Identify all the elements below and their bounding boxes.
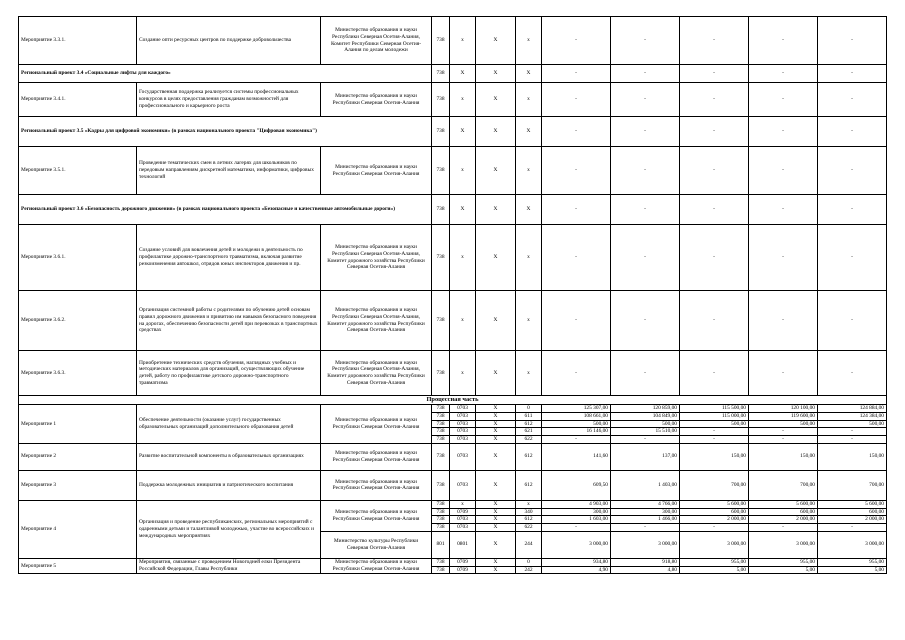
expense-type-cell: х — [516, 17, 542, 65]
activity-description-cell: Создание опти ресурсных центров по поддержке добровольчества — [137, 17, 321, 65]
amount-year-3-cell: 5,00 — [680, 566, 749, 574]
section-code-cell: 0703 — [450, 420, 476, 428]
amount-year-4-cell: - — [749, 147, 818, 195]
amount-year-5-cell: 700,00 — [818, 470, 887, 500]
target-article-cell: Х — [476, 117, 516, 147]
activity-description-cell: Проведение тематических смен в летних лагерях для школьников по передовым направлениям дискретной математики, информатики, цифровых технологий — [137, 147, 321, 195]
grbs-cell: 801 — [432, 531, 450, 558]
amount-year-2-cell: 4 766,00 — [611, 500, 680, 508]
project-title-cell: Региональный проект 3.4 «Социальные лифты для каждого» — [19, 65, 432, 83]
target-article-cell: Х — [476, 531, 516, 558]
section-code-cell: Х — [450, 65, 476, 83]
section-code-cell: х — [450, 351, 476, 396]
expense-type-cell: 621 — [516, 428, 542, 436]
expense-type-cell: 612 — [516, 470, 542, 500]
amount-year-3-cell: - — [680, 225, 749, 291]
expense-type-cell: 242 — [516, 566, 542, 574]
activity-description-cell: Создание условий для вовлечения детей и молодежи в деятельность по профилактике дорожно-транспортного травматизма, включая развитие резкоизменения автошкол, отрядов юных инспекторов движения и пр. — [137, 225, 321, 291]
amount-year-1-cell: 4 903,00 — [542, 500, 611, 508]
amount-year-1-cell: 500,00 — [542, 420, 611, 428]
table-row — [19, 443, 887, 470]
activity-description-cell: Мероприятия, связанные с проведением Новогодней елки Президента Российской Федерации, Главы Республики — [137, 558, 321, 574]
project-title-cell: Региональный проект 3.5 «Кадры для цифровой экономики» (в рамках национального проекта "Цифровая экономика") — [19, 117, 432, 147]
target-article-cell: Х — [476, 470, 516, 500]
section-code-cell: 0703 — [450, 470, 476, 500]
grbs-cell: 738 — [432, 83, 450, 117]
amount-year-2-cell: 918,80 — [611, 558, 680, 566]
amount-year-5-cell: 5,00 — [818, 566, 887, 574]
expense-type-cell: Х — [516, 117, 542, 147]
amount-year-2-cell: - — [611, 147, 680, 195]
amount-year-3-cell: 115 500,00 — [680, 405, 749, 413]
amount-year-3-cell: - — [680, 147, 749, 195]
amount-year-1-cell: 3 000,00 — [542, 531, 611, 558]
target-article-cell: Х — [476, 566, 516, 574]
section-row — [19, 396, 887, 405]
table-row — [19, 405, 887, 413]
expense-type-cell: х — [516, 225, 542, 291]
section-code-cell: 0703 — [450, 436, 476, 444]
amount-year-3-cell: 500,00 — [680, 420, 749, 428]
amount-year-1-cell: 141,60 — [542, 443, 611, 470]
amount-year-3-cell: - — [680, 117, 749, 147]
target-article-cell: Х — [476, 195, 516, 225]
project-row — [19, 117, 887, 147]
amount-year-5-cell: - — [818, 147, 887, 195]
amount-year-5-cell: 500,00 — [818, 420, 887, 428]
amount-year-4-cell: 955,00 — [749, 558, 818, 566]
amount-year-1-cell: 16 146,00 — [542, 428, 611, 436]
grbs-cell: 738 — [432, 524, 450, 532]
amount-year-2-cell: 1 466,00 — [611, 516, 680, 524]
amount-year-5-cell: 124 384,00 — [818, 412, 887, 420]
target-article-cell: Х — [476, 405, 516, 413]
section-code-cell: 0801 — [450, 531, 476, 558]
expense-type-cell: 340 — [516, 508, 542, 516]
amount-year-2-cell: - — [611, 117, 680, 147]
executor-cell: Министерство образования и науки Республики Северная Осетия-Алания — [321, 470, 432, 500]
grbs-cell: 738 — [432, 443, 450, 470]
amount-year-5-cell: 150,00 — [818, 443, 887, 470]
amount-year-1-cell: - — [542, 436, 611, 444]
amount-year-5-cell: 124 884,00 — [818, 405, 887, 413]
table-row — [19, 351, 887, 396]
executor-cell: Министерство образования и науки Республики Северная Осетия-Алания, Комитет Республики Северная Осетия-Алания по делам молодежи — [321, 17, 432, 65]
target-article-cell: Х — [476, 83, 516, 117]
amount-year-1-cell: 934,80 — [542, 558, 611, 566]
activity-name-cell: Мероприятие 3.6.3. — [19, 351, 137, 396]
amount-year-1-cell: - — [542, 83, 611, 117]
amount-year-4-cell: - — [749, 291, 818, 351]
target-article-cell: Х — [476, 351, 516, 396]
executor-cell: Министерство образования и науки Республики Северная Осетия-Алания — [321, 147, 432, 195]
activity-description-cell: Приобретение технических средств обучения, наглядных учебных и методических материалов для организаций, осуществляющих обучение детей, работу по профилактике детского дорожно-транспортного травматизма — [137, 351, 321, 396]
expense-type-cell: х — [516, 500, 542, 508]
table-row — [19, 470, 887, 500]
project-title-cell: Региональный проект 3.6 «Безопасность дорожного движения» (в рамках национального проекта «Безопасные и качественные автомобильные дороги») — [19, 195, 432, 225]
activity-name-cell: Мероприятие 2 — [19, 443, 137, 470]
grbs-cell: 738 — [432, 351, 450, 396]
activity-name-cell: Мероприятие 3.6.1. — [19, 225, 137, 291]
section-code-cell: 0703 — [450, 524, 476, 532]
amount-year-4-cell: - — [749, 65, 818, 83]
activity-description-cell: Поддержка молодежных инициатив и патриотического воспитания — [137, 470, 321, 500]
grbs-cell: 738 — [432, 17, 450, 65]
amount-year-1-cell: 609,50 — [542, 470, 611, 500]
amount-year-3-cell: - — [680, 428, 749, 436]
amount-year-3-cell: 150,00 — [680, 443, 749, 470]
amount-year-2-cell: - — [611, 291, 680, 351]
target-article-cell: Х — [476, 558, 516, 566]
expense-type-cell: х — [516, 147, 542, 195]
activity-name-cell: Мероприятие 3.4.1. — [19, 83, 137, 117]
grbs-cell: 738 — [432, 428, 450, 436]
amount-year-4-cell: - — [749, 195, 818, 225]
amount-year-4-cell: 5 600,00 — [749, 500, 818, 508]
grbs-cell: 738 — [432, 147, 450, 195]
amount-year-2-cell: 15 510,00 — [611, 428, 680, 436]
activity-description-cell: Организация системной работы с родителями по обучению детей основам правил дорожного движения и привитию им навыков безопасного поведения на дорогах, обеспечению безопасности детей при перевозках в транспортных средствах — [137, 291, 321, 351]
amount-year-1-cell: 108 661,00 — [542, 412, 611, 420]
grbs-cell: 738 — [432, 558, 450, 566]
expense-type-cell: х — [516, 83, 542, 117]
amount-year-2-cell: - — [611, 195, 680, 225]
activity-description-cell: Государственная поддержка реализуется системы профессиональных конкурсов в целях предоставления гражданам возможностей для профессионального и карьерного роста — [137, 83, 321, 117]
expense-type-cell: х — [516, 291, 542, 351]
amount-year-5-cell: 5 600,00 — [818, 500, 887, 508]
amount-year-3-cell: 600,00 — [680, 508, 749, 516]
amount-year-1-cell: - — [542, 291, 611, 351]
target-article-cell: Х — [476, 428, 516, 436]
section-code-cell: 0703 — [450, 412, 476, 420]
amount-year-3-cell: - — [680, 17, 749, 65]
table-row — [19, 500, 887, 508]
amount-year-4-cell: - — [749, 351, 818, 396]
amount-year-5-cell: - — [818, 65, 887, 83]
table-row — [19, 17, 887, 65]
amount-year-3-cell: - — [680, 83, 749, 117]
grbs-cell: 738 — [432, 436, 450, 444]
expense-type-cell: 0 — [516, 405, 542, 413]
expense-type-cell: Х — [516, 195, 542, 225]
amount-year-5-cell: - — [818, 428, 887, 436]
section-code-cell: 0709 — [450, 558, 476, 566]
target-article-cell: Х — [476, 508, 516, 516]
activity-description-cell: Организация и проведение республиканских, региональных мероприятий с одаренными детьми и талантливой молодежью, участие во всероссийских и международных мероприятиях — [137, 500, 321, 558]
amount-year-1-cell: - — [542, 65, 611, 83]
grbs-cell: 738 — [432, 516, 450, 524]
target-article-cell: Х — [476, 291, 516, 351]
grbs-cell: 738 — [432, 412, 450, 420]
grbs-cell: 738 — [432, 500, 450, 508]
grbs-cell: 738 — [432, 225, 450, 291]
amount-year-3-cell: - — [680, 195, 749, 225]
amount-year-2-cell: - — [611, 351, 680, 396]
amount-year-2-cell: 4,80 — [611, 566, 680, 574]
expense-type-cell: 0 — [516, 558, 542, 566]
amount-year-2-cell: - — [611, 524, 680, 532]
amount-year-2-cell: 3 000,00 — [611, 531, 680, 558]
activity-name-cell: Мероприятие 4 — [19, 500, 137, 558]
amount-year-1-cell: - — [542, 351, 611, 396]
grbs-cell: 738 — [432, 65, 450, 83]
amount-year-4-cell: 2 000,00 — [749, 516, 818, 524]
amount-year-4-cell: - — [749, 524, 818, 532]
expense-type-cell: 622 — [516, 524, 542, 532]
expense-type-cell: 611 — [516, 412, 542, 420]
activity-name-cell: Мероприятие 3.3.1. — [19, 17, 137, 65]
target-article-cell: Х — [476, 420, 516, 428]
target-article-cell: Х — [476, 147, 516, 195]
amount-year-4-cell: - — [749, 17, 818, 65]
amount-year-1-cell: 1 603,00 — [542, 516, 611, 524]
grbs-cell: 738 — [432, 508, 450, 516]
grbs-cell: 738 — [432, 195, 450, 225]
executor-cell: Министерство образования и науки Республики Северная Осетия-Алания — [321, 83, 432, 117]
amount-year-2-cell: - — [611, 65, 680, 83]
expense-type-cell: 612 — [516, 420, 542, 428]
amount-year-2-cell: - — [611, 17, 680, 65]
section-code-cell: 0709 — [450, 566, 476, 574]
amount-year-1-cell: - — [542, 225, 611, 291]
amount-year-4-cell: 119 600,00 — [749, 412, 818, 420]
amount-year-1-cell: - — [542, 147, 611, 195]
activity-name-cell: Мероприятие 3.6.2. — [19, 291, 137, 351]
amount-year-5-cell: - — [818, 225, 887, 291]
executor-cell: Министерство образования и науки Республики Северная Осетия-Алания — [321, 405, 432, 444]
activity-name-cell: Мероприятие 3 — [19, 470, 137, 500]
amount-year-3-cell: 700,00 — [680, 470, 749, 500]
activity-description-cell: Обеспечение деятельности (оказание услуг) государственных образовательных организаций дополнительного образования детей — [137, 405, 321, 444]
amount-year-1-cell: - — [542, 524, 611, 532]
target-article-cell: Х — [476, 516, 516, 524]
grbs-cell: 738 — [432, 470, 450, 500]
amount-year-2-cell: 120 859,00 — [611, 405, 680, 413]
table-row — [19, 147, 887, 195]
amount-year-5-cell: - — [818, 436, 887, 444]
amount-year-4-cell: 500,00 — [749, 420, 818, 428]
amount-year-5-cell: 600,00 — [818, 508, 887, 516]
amount-year-4-cell: 3 000,00 — [749, 531, 818, 558]
section-title-cell: Процессная часть — [19, 396, 887, 405]
project-row — [19, 195, 887, 225]
amount-year-2-cell: 104 849,00 — [611, 412, 680, 420]
activity-name-cell: Мероприятие 1 — [19, 405, 137, 444]
amount-year-3-cell: - — [680, 65, 749, 83]
amount-year-4-cell: - — [749, 436, 818, 444]
amount-year-4-cell: - — [749, 428, 818, 436]
section-code-cell: 0703 — [450, 443, 476, 470]
table-row — [19, 291, 887, 351]
amount-year-4-cell: 150,00 — [749, 443, 818, 470]
section-code-cell: 0703 — [450, 405, 476, 413]
executor-cell: Министерство образования и науки Республики Северная Осетия-Алания — [321, 443, 432, 470]
amount-year-1-cell: - — [542, 117, 611, 147]
amount-year-5-cell: 955,00 — [818, 558, 887, 566]
executor-cell: Министерство образования и науки Республики Северная Осетия-Алания, Комитет дорожного хозяйства Республики Северная Осетия-Алания — [321, 291, 432, 351]
amount-year-5-cell: 3 000,00 — [818, 531, 887, 558]
target-article-cell: Х — [476, 65, 516, 83]
amount-year-2-cell: - — [611, 83, 680, 117]
amount-year-5-cell: - — [818, 83, 887, 117]
amount-year-4-cell: - — [749, 225, 818, 291]
section-code-cell: х — [450, 225, 476, 291]
amount-year-2-cell: - — [611, 225, 680, 291]
table-row — [19, 558, 887, 566]
amount-year-5-cell: 2 000,00 — [818, 516, 887, 524]
amount-year-5-cell: - — [818, 195, 887, 225]
target-article-cell: Х — [476, 17, 516, 65]
amount-year-5-cell: - — [818, 291, 887, 351]
amount-year-2-cell: 1 403,00 — [611, 470, 680, 500]
activity-description-cell: Развитие воспитательной компоненты в образовательных организациях — [137, 443, 321, 470]
grbs-cell: 738 — [432, 117, 450, 147]
amount-year-5-cell: - — [818, 117, 887, 147]
project-row — [19, 65, 887, 83]
executor-cell: Министерство образования и науки Республики Северная Осетия-Алания — [321, 558, 432, 574]
amount-year-3-cell: 2 000,00 — [680, 516, 749, 524]
target-article-cell: Х — [476, 436, 516, 444]
section-code-cell: 0703 — [450, 516, 476, 524]
target-article-cell: Х — [476, 443, 516, 470]
table-body — [19, 17, 887, 574]
section-code-cell: Х — [450, 195, 476, 225]
grbs-cell: 738 — [432, 291, 450, 351]
amount-year-5-cell: - — [818, 351, 887, 396]
section-code-cell: х — [450, 500, 476, 508]
amount-year-3-cell: 115 000,00 — [680, 412, 749, 420]
expense-type-cell: Х — [516, 65, 542, 83]
table-row — [19, 83, 887, 117]
amount-year-3-cell: - — [680, 351, 749, 396]
expense-type-cell: 612 — [516, 516, 542, 524]
target-article-cell: Х — [476, 225, 516, 291]
executor-cell: Министерство образования и науки Республики Северная Осетия-Алания, Комитет дорожного хозяйства Республики Северная Осетия-Алания — [321, 225, 432, 291]
section-code-cell: х — [450, 83, 476, 117]
budget-table — [18, 16, 887, 574]
amount-year-4-cell: 120 100,00 — [749, 405, 818, 413]
amount-year-4-cell: - — [749, 83, 818, 117]
section-code-cell: 0709 — [450, 508, 476, 516]
amount-year-5-cell: - — [818, 524, 887, 532]
amount-year-4-cell: 700,00 — [749, 470, 818, 500]
activity-name-cell: Мероприятие 5 — [19, 558, 137, 574]
table-row — [19, 225, 887, 291]
amount-year-4-cell: 600,00 — [749, 508, 818, 516]
target-article-cell: Х — [476, 412, 516, 420]
amount-year-2-cell: 300,00 — [611, 508, 680, 516]
section-code-cell: х — [450, 17, 476, 65]
section-code-cell: 0703 — [450, 428, 476, 436]
executor-cell: Министерство образования и науки Республики Северная Осетия-Алания, Комитет дорожного хозяйства Республики Северная Осетия-Алания — [321, 351, 432, 396]
grbs-cell: 738 — [432, 405, 450, 413]
target-article-cell: Х — [476, 524, 516, 532]
expense-type-cell: х — [516, 351, 542, 396]
amount-year-3-cell: 3 000,00 — [680, 531, 749, 558]
target-article-cell: Х — [476, 500, 516, 508]
section-code-cell: х — [450, 291, 476, 351]
amount-year-4-cell: - — [749, 117, 818, 147]
section-code-cell: Х — [450, 117, 476, 147]
grbs-cell: 738 — [432, 566, 450, 574]
expense-type-cell: 244 — [516, 531, 542, 558]
section-code-cell: х — [450, 147, 476, 195]
amount-year-3-cell: 955,00 — [680, 558, 749, 566]
amount-year-3-cell: 5 600,00 — [680, 500, 749, 508]
amount-year-3-cell: - — [680, 524, 749, 532]
amount-year-3-cell: - — [680, 291, 749, 351]
expense-type-cell: 612 — [516, 443, 542, 470]
amount-year-1-cell: 300,00 — [542, 508, 611, 516]
amount-year-3-cell: - — [680, 436, 749, 444]
amount-year-2-cell: 500,00 — [611, 420, 680, 428]
amount-year-4-cell: 5,00 — [749, 566, 818, 574]
amount-year-2-cell: - — [611, 436, 680, 444]
amount-year-1-cell: 125 307,00 — [542, 405, 611, 413]
amount-year-1-cell: 4,90 — [542, 566, 611, 574]
amount-year-1-cell: - — [542, 17, 611, 65]
amount-year-1-cell: - — [542, 195, 611, 225]
activity-name-cell: Мероприятие 3.5.1. — [19, 147, 137, 195]
executor-cell: Министерство культуры Республики Северная Осетия-Алания — [321, 531, 432, 558]
executor-cell: Министерство образования и науки Республики Северная Осетия-Алания — [321, 500, 432, 531]
grbs-cell: 738 — [432, 420, 450, 428]
expense-type-cell: 622 — [516, 436, 542, 444]
amount-year-2-cell: 137,00 — [611, 443, 680, 470]
amount-year-5-cell: - — [818, 17, 887, 65]
